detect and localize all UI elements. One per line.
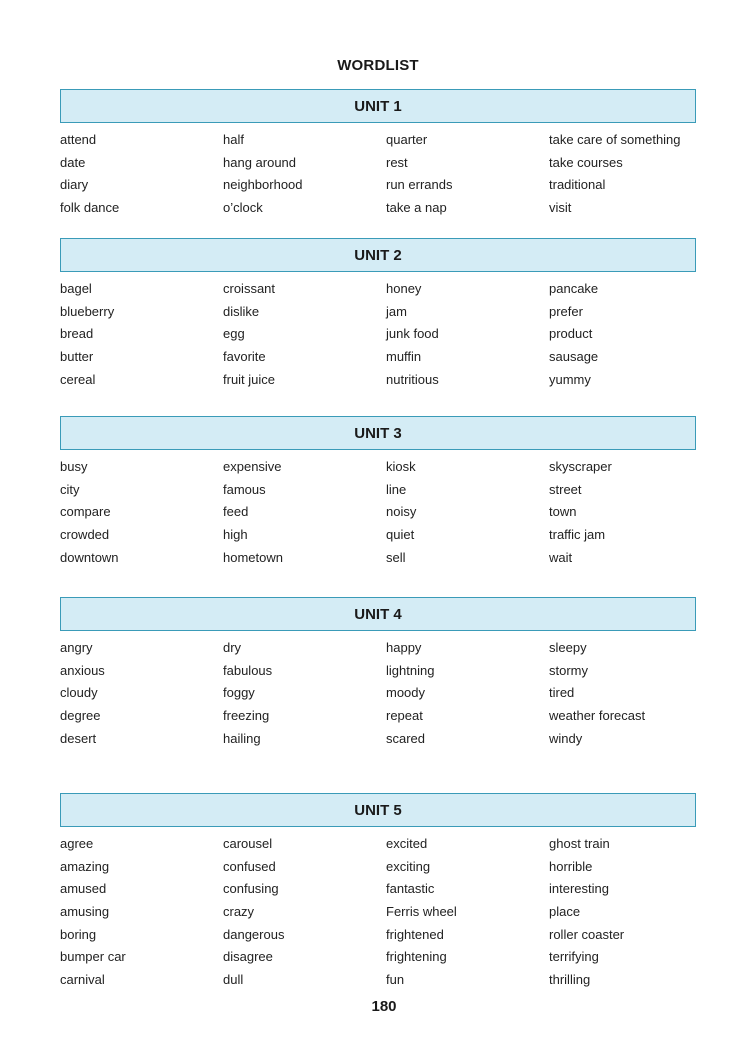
word-column bbox=[386, 456, 416, 569]
word-column bbox=[386, 833, 457, 992]
unit-5-section bbox=[60, 793, 696, 988]
word: dislike bbox=[223, 303, 260, 319]
word: dry bbox=[223, 640, 242, 655]
word: visit bbox=[549, 200, 572, 216]
word: honey bbox=[386, 281, 422, 296]
word: fun bbox=[386, 972, 405, 988]
word: Ferris wheel bbox=[386, 904, 457, 920]
word: skyscraper bbox=[549, 459, 612, 474]
word: neighborhood bbox=[223, 177, 303, 193]
word: interesting bbox=[549, 881, 609, 897]
unit-4-section bbox=[60, 597, 696, 746]
word: ghost train bbox=[549, 836, 610, 851]
word: egg bbox=[223, 326, 245, 342]
word-column bbox=[386, 637, 434, 750]
word-column bbox=[60, 456, 119, 569]
word: noisy bbox=[386, 504, 417, 520]
word: fabulous bbox=[223, 662, 273, 678]
word-column bbox=[223, 833, 284, 992]
word: favorite bbox=[223, 349, 266, 365]
word: cloudy bbox=[60, 685, 98, 701]
word: wait bbox=[549, 549, 573, 565]
word: horrible bbox=[549, 858, 593, 874]
word-column bbox=[223, 129, 303, 220]
word: terrifying bbox=[549, 949, 599, 965]
word-column bbox=[60, 278, 114, 391]
unit-header: UNIT 5 bbox=[60, 793, 696, 827]
word: roller coaster bbox=[549, 926, 625, 942]
word-column bbox=[386, 278, 439, 391]
word: blueberry bbox=[60, 303, 115, 319]
word: dull bbox=[223, 972, 244, 988]
word: dangerous bbox=[223, 926, 285, 942]
word-column bbox=[549, 278, 598, 391]
unit-header: UNIT 4 bbox=[60, 597, 696, 631]
unit-header: UNIT 1 bbox=[60, 89, 696, 123]
word: take a nap bbox=[386, 200, 447, 216]
word: desert bbox=[60, 730, 97, 746]
unit-header: UNIT 2 bbox=[60, 238, 696, 272]
word: thrilling bbox=[549, 972, 591, 988]
word: amused bbox=[60, 881, 107, 897]
word-column bbox=[223, 456, 283, 569]
word: kiosk bbox=[386, 459, 416, 474]
word: traditional bbox=[549, 177, 606, 193]
word: folk dance bbox=[60, 200, 120, 216]
word: product bbox=[549, 326, 593, 342]
word: exciting bbox=[386, 858, 431, 874]
word: happy bbox=[386, 640, 422, 655]
word: rest bbox=[386, 154, 408, 170]
word: traffic jam bbox=[549, 527, 606, 543]
word: fruit juice bbox=[223, 371, 276, 387]
word-column bbox=[549, 129, 681, 220]
word-column bbox=[549, 456, 612, 569]
word: frightened bbox=[386, 926, 444, 942]
word: frightening bbox=[386, 949, 447, 965]
word: cereal bbox=[60, 371, 96, 387]
word: crazy bbox=[223, 904, 255, 920]
word: city bbox=[60, 481, 80, 497]
word: foggy bbox=[223, 685, 255, 701]
word: amusing bbox=[60, 904, 110, 920]
word: bumper car bbox=[60, 949, 126, 965]
word: tired bbox=[549, 685, 575, 701]
word: jam bbox=[386, 303, 407, 319]
word: crowded bbox=[60, 527, 110, 543]
unit-3-section bbox=[60, 416, 696, 565]
word: confusing bbox=[223, 881, 279, 897]
word: quiet bbox=[386, 527, 415, 543]
unit-1-section bbox=[60, 89, 696, 216]
word: hometown bbox=[223, 549, 283, 565]
word: lightning bbox=[386, 662, 435, 678]
page-title: WORDLIST bbox=[337, 57, 419, 74]
word: sleepy bbox=[549, 640, 587, 655]
word: angry bbox=[60, 640, 93, 655]
word: diary bbox=[60, 177, 89, 193]
word: butter bbox=[60, 349, 94, 365]
word: quarter bbox=[386, 132, 428, 147]
word: excited bbox=[386, 836, 428, 851]
word: weather forecast bbox=[549, 708, 646, 724]
word: o’clock bbox=[223, 200, 263, 216]
word: high bbox=[223, 527, 248, 543]
word: repeat bbox=[386, 708, 423, 724]
word: bagel bbox=[60, 281, 92, 296]
word: amazing bbox=[60, 858, 110, 874]
word-column bbox=[549, 833, 624, 992]
word: degree bbox=[60, 708, 101, 724]
word: hailing bbox=[223, 730, 261, 746]
word-column bbox=[60, 637, 105, 750]
word: croissant bbox=[223, 281, 276, 296]
word: street bbox=[549, 481, 582, 497]
word: pancake bbox=[549, 281, 599, 296]
word: downtown bbox=[60, 549, 119, 565]
word: muffin bbox=[386, 349, 422, 365]
word: scared bbox=[386, 730, 426, 746]
word: nutritious bbox=[386, 371, 439, 387]
unit-2-section bbox=[60, 238, 696, 387]
word: take courses bbox=[549, 154, 623, 170]
word: fantastic bbox=[386, 881, 435, 897]
word: disagree bbox=[223, 949, 273, 965]
word: compare bbox=[60, 504, 111, 520]
word-column bbox=[60, 833, 126, 992]
word-column bbox=[549, 637, 645, 750]
word: line bbox=[386, 481, 407, 497]
word: prefer bbox=[549, 303, 583, 319]
word: take care of something bbox=[549, 132, 681, 147]
word: carousel bbox=[223, 836, 273, 851]
word: boring bbox=[60, 926, 97, 942]
word: expensive bbox=[223, 459, 282, 474]
word: town bbox=[549, 504, 577, 520]
page-number: 180 bbox=[371, 998, 397, 1015]
word: sausage bbox=[549, 349, 599, 365]
word: sell bbox=[386, 549, 406, 565]
word-column bbox=[223, 637, 272, 750]
word-column bbox=[223, 278, 275, 391]
word-column bbox=[60, 129, 119, 220]
word: attend bbox=[60, 132, 97, 147]
word: date bbox=[60, 154, 86, 170]
word: windy bbox=[549, 730, 583, 746]
word: bread bbox=[60, 326, 94, 342]
word: moody bbox=[386, 685, 426, 701]
word: half bbox=[223, 132, 244, 147]
word: freezing bbox=[223, 708, 270, 724]
word: agree bbox=[60, 836, 94, 851]
word: junk food bbox=[386, 326, 439, 342]
word: carnival bbox=[60, 972, 105, 988]
word: famous bbox=[223, 481, 266, 497]
word: yummy bbox=[549, 371, 591, 387]
word: anxious bbox=[60, 662, 105, 678]
word: feed bbox=[223, 504, 249, 520]
word: place bbox=[549, 904, 581, 920]
word: confused bbox=[223, 858, 276, 874]
word: hang around bbox=[223, 154, 297, 170]
unit-header: UNIT 3 bbox=[60, 416, 696, 450]
word: busy bbox=[60, 459, 88, 474]
word: run errands bbox=[386, 177, 453, 193]
word: stormy bbox=[549, 662, 588, 678]
word-column bbox=[386, 129, 452, 220]
